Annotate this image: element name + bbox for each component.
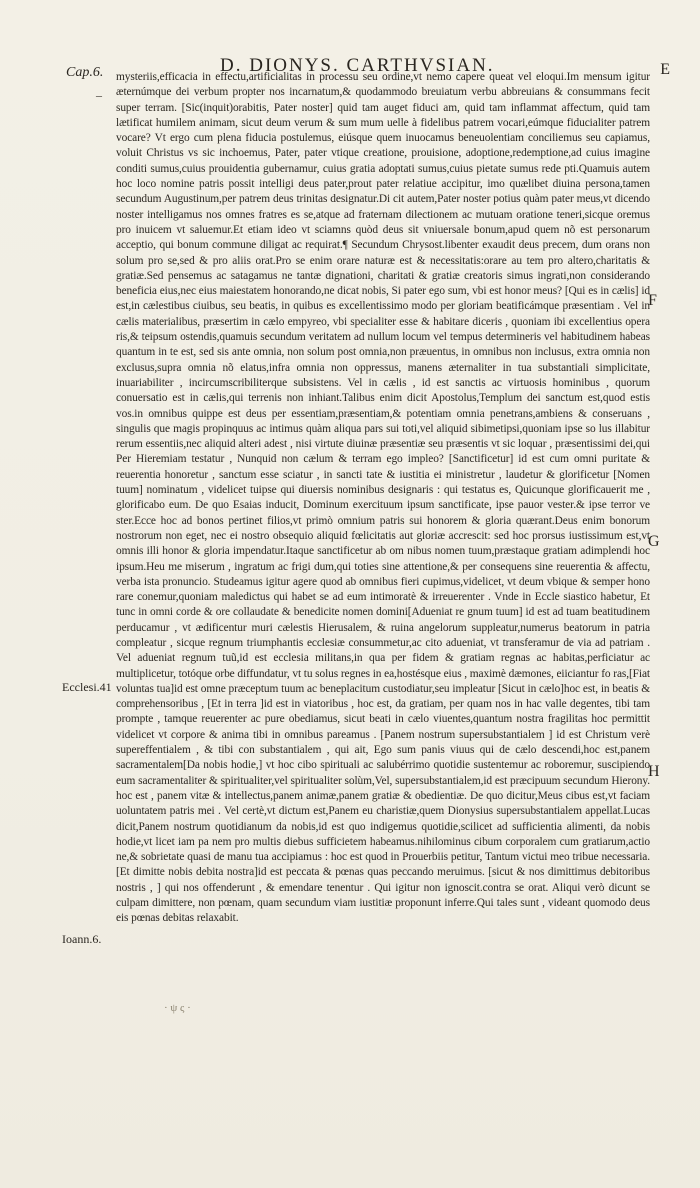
marginal-dash: – [96, 88, 102, 102]
margin-ref-ioannes: Ioann.6. [62, 932, 102, 946]
chapter-label: Cap.6. [66, 65, 104, 80]
section-letter-g: G [648, 533, 660, 550]
margin-ref-ecclesiasticus: Ecclesi.41 [62, 680, 112, 694]
body-paragraph: mysteriis,efficacia in effectu,artificialitas in processu seu ordine,vt nemo capere queat vel eloqui.Im mensum igitur æternúmque dei verbum propter nos incarnatum,& quodammodo breuiatum verbu abbreuians & consummans fecit super terram. [Sic(inquit)orabitis, Pater noster] quid tam auget fiduci am, quid tam inflammat affectum, quid tam lætificat humilem animam, sicut deum verum & sum mum uelle à fidelibus patrem vocari,eúmque fiducialiter patrem vocare? Vt ergo cum plena fiducia postulemus, eiúsque quem inuocamus beneuolentiam conciliemus seu capiamus, voluit Christus vs sic inchoemus, Pater, pater vtique creatione, prouisione, adoptione,redemptione,ad cuius imagine conditi sumus,cuius prouidentia gubernamur, cuius gratia adoptati sumus,cuius pietate sumus rede pti.Quamuis autem hoc loco nomine patris possit intelligi deus pater,prout pater relatiue accipitur, imo quælibet diuina persona,tamen secundum Augustinum,per patrem deus trinitas designatur.Di cit autem,Pater noster potius quàm pater meus,vt dicendo noster intelligamus nos omnes fratres es se,atque ad fraternam dilectionem ac mutuam oratione teneri,sicque oremus pro inuicem vt saluemur.Et etiam ideo vt sciamns quòd deus sit vniuersale bonum,apud quem nõ est personarum acceptio, qui bonum commune diligat ac requirat.¶ Secundum Chrysost.libenter exaudit deus precem, dum orans non solum pro se,sed & pro aliis orat.Pro se enim orare naturæ est & necessitatis:orare au tem pro altero,charitatis & gratiæ.Sed pensemus ac satagamus ne tantæ dignationi, charitati & gratiæ creatoris simus ingrati,non considerando beneficia eius,nec eius maiestatem honorando,ne dicat nobis, Si pater ego sum, vbi est honor meus? [Qui es in cælis] id est,in cælestibus ciuibus, seu beatis, in quibus es excellentissimo modo per gloriam beatificámque præsentiam . Vel in cælis materialibus, præsertim in cælo empyreo, vbi specialiter esse & habitare diceris , quoniam ibi excellentius opera ris,& teipsum ostendis,quamuis secundum veritatem ad nullum locum vel tempus determineris vel habitudinem habeas quantum in te est, sed sis ante omnia, non solum post omnia,non præuentus, in omnibus non inclusus, extra omnia non exclusus,supra omnia nõ elatus,infra omnia non oppressus, manens æternaliter in tua substantiali simplicitate, inuariabiliter , incircumscribiliterque subsistens. Vel in cælis , id est sanctis ac virtuosis hominibus , quorum conuersatio est in cælis,qui terrenis non inhiant.Talibus enim dicit Apostolus,Templum dei sanctum est,quod estis vos.in omnibus quippe est deus per essentiam,præsentiam,& potentiam omnia penetrans,ambiens & conseruans , singulis que magis propinquus ac intimus quàm aliqua pars sui toti,vel aliquid sibimetipsi,quoniam ipse so lus illabitur rerum essentiis,nec aliquid alteri adest , nisi virtute diuinæ præsentiæ seu præsentis vt sic loquar , præsentissimi dei,qui Per Hieremiam testatur , Nunquid non cælum & terram ego impleo? [Sanctificetur] id est cum omni puritate & reuerentia honoretur , sanctum esse sciatur , in sancti tate & iustitia ei ministretur , laudetur & glorificetur [Nomen tuum] nominatum , videlicet tuipse qui diuersis nominibus designaris : qui testatus es, Quicunque glorificauerit me , glorificabo eum. De quo Esaias inducit, Dominum exercituum ipsum sanctificate, ipse pauor vester.& ipse terror ve ster.Ecce hoc ad bonos pertinet filios,vt primò omnium patris sui honorem & gloria quærant.Deus enim bonorum nostrorum non eget, nec ei nostro obsequio aliquid fœlicitatis aut gloriæ accrescit: sed hoc prorsus iustissimum est,vt omnis illi honor & gloria impendatur.Itaque sanctificetur ab om nibus nomen tuum,præstaque gratiam adimplendi hoc ipsum.Heu me miserum , ingratum ac frigi dum,qui toties sine attentione,& per consequens sine reuerentia & affectu, verba ista pronuncio. Studeamus igitur agere quod ab omnibus fieri cupimus,videlicet, vt deum vbique & semper hono rare conemur,quoniam maledictus qui habet se ad eum intimoratè & irreuerenter . Vnde in Eccle siastico habetur, Et tunc in omni corde & ore collaudate & benedicite nomen domini[Adueniat re gnum tuum] id est ad tuam beatitudinem perducamur , vt ædificentur muri cælestis Hierusalem, & ruina angelorum suppleatur,numerus beatorum in patria compleatur , sicque regnum triumphantis ecclesiæ consummetur,ac cito adueniat, vt transferamur de via ad patriam . Vel adueniat regnum tuũ,id est ecclesia militans,in qua per fidem & gratiam regnas ac habitas,perficiatur ac multiplicetur, totóque orbe diffundatur, vt tu solus regnes in ea,hostésque eius , maximè dæmones, eiiciantur fo ras,[Fiat voluntas tua]id est omne præceptum tuum ac beneplacitum custodiatur,seu impleatur [Sicut in cælo]hoc est, in beatis & comprehensoribus , [Et in terra ]id est in viatoribus , hoc est, da gratiam, per quam nos in hac valle degentes, tibi tam prompte , tamque reuerenter ac pure obediamus, sicut beati in cælo viuentes,quantum nostra fragilitas hoc permittit videlicet vt corpore & anima tibi in omnibus pareamus . [Panem nostrum supersubstantialem ] id est Christum verè supereffentialem , & tibi con substantialem , qui ait, Ego sum panis viuus qui de cælo descendi,hoc est,panem sacramentalem[Da nobis hodie,] vt hoc cibo spirituali ac salubérrimo quotidie sustentemur ac roboremur, suscipiendo eum sacramentaliter & spiritualiter,vel spiritualiter solùm,Vel, supersubstantialem,id est præcipuum secundum Hierony. hoc est , panem vitæ & intellectus,panem animæ,panem gratiæ & obedientiæ. De quo dicitur,Meus cibus est,vt faciam uoluntatem patris mei . Vel certè,vt dictum est,Panem eu charistiæ,quem Dionysius supersubstantialem appellat.Lucas dicit,Panem nostrum quotidianum da nobis,id est quo indigemus quotidie,scilicet ad sufficientia alimenti, da nobis hodie,vt licet iam pa nem pro multis diebus sufficietem habeamus.nihilominus cibum corporalem cum gratiarum,actio ne,& sobrietate quasi de manu tua accipiamus : hoc est quod in Prouerbiis petitur, Tantum victui meo tribue necessaria.[Et dimitte nobis debita nostra]id est peccata & pœnas quas peccando meruimus. [sicut & nos dimittimus debitoribus nostris , ] qui nos offenderunt , & emendare tenentur . Qui igitur non ignoscit.contra se orat. Aliqui verò dicunt se culpam dimittere, non pœnam, quam secundum viam iustitiæ proponunt inferre.Qui tales sunt , videant quomodo deus eis pœnas debitas relaxabit. [116, 71, 650, 925]
body-text [116, 70, 650, 927]
catchword: · ψ ς · [164, 1002, 191, 1014]
section-letter-h: H [648, 763, 660, 780]
running-title: D. DIONYS. CARTHVSIAN. [220, 55, 495, 76]
section-letter-e: E [660, 61, 670, 78]
section-letter-f: F [648, 292, 657, 309]
